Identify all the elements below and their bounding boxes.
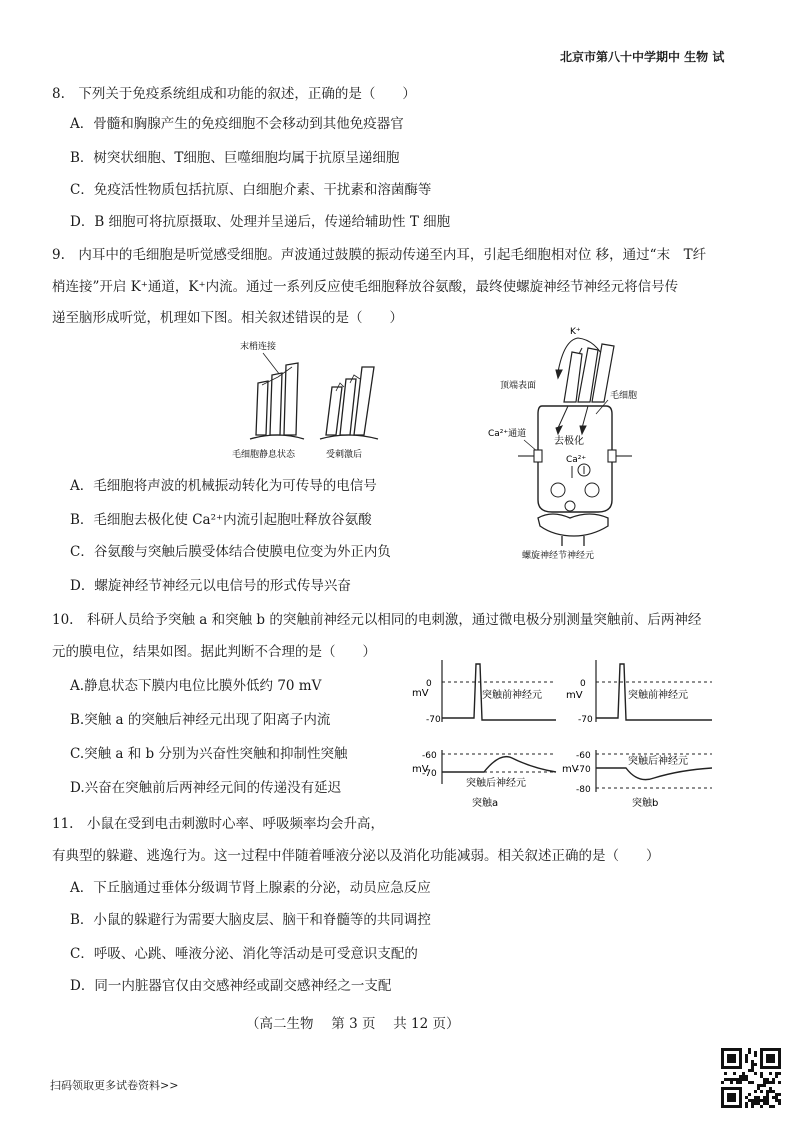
question-9-stem-line1: 9. 内耳中的毛细胞是听觉感受细胞。声波通过鼓膜的振动传递至内耳，引起毛细胞相对位 移，通过“末 T纤 (52, 247, 707, 263)
question-8-option-d: D．B 细胞可将抗原摄取、处理并呈递后，传递给辅助性 T 细胞 (70, 214, 451, 230)
spiral-ganglion-neuron-terminal (538, 514, 608, 536)
question-9-option-d: D．螺旋神经节神经元以电信号的形式传导兴奋 (70, 578, 351, 594)
synapse-b-post-label: 突触后神经元 (628, 756, 688, 767)
question-11-option-a: A．下丘脑通过垂体分级调节肾上腺素的分泌，动员应急反应 (70, 880, 431, 896)
question-11-option-c: C．呼吸、心跳、唾液分泌、消化等活动是可受意识支配的 (70, 946, 418, 962)
ca-ion-label: Ca²⁺ (566, 455, 587, 465)
synapse-a-postsynaptic-trace (442, 757, 556, 772)
question-10-option-d: D.兴奋在突触前后两神经元间的传递没有延迟 (70, 780, 342, 796)
depolarization-label: 去极化 (554, 436, 584, 447)
synapse-a-post-tick-m70: -70 (422, 769, 437, 779)
question-8-option-a: A．骨髓和胸腺产生的免疫细胞不会移动到其他免疫器官 (70, 116, 404, 132)
synapse-a-pre-unit: mV (412, 688, 429, 699)
question-11-stem-line2: 有典型的躲避、逃逸行为。这一过程中伴随着唾液分泌以及消化功能减弱。相关叙述正确的是（ ） (52, 848, 660, 864)
resting-bundle (250, 363, 304, 439)
stimulated-state-caption: 受刺激后 (326, 450, 363, 460)
vesicle-signal (572, 464, 590, 478)
k-ion-paths (556, 406, 588, 434)
synaptic-vesicles (551, 483, 599, 511)
synapse-b-pre-tick-m70: -70 (578, 715, 593, 725)
question-9-option-a: A．毛细胞将声波的机械振动转化为可传导的电信号 (70, 478, 377, 494)
synapse-b-figure (562, 654, 722, 814)
synapse-b-pre-tick-0: 0 (580, 679, 586, 689)
apical-surface-label: 顶端表面 (500, 381, 537, 391)
question-8-stem: 8. 下列关于免疫系统组成和功能的叙述，正确的是（ ） (52, 86, 416, 102)
tip-link-label: 末梢连接 (240, 342, 277, 352)
question-11-option-b: B．小鼠的躲避行为需要大脑皮层、脑干和脊髓等的共同调控 (70, 912, 431, 928)
question-9-stem-line3: 递至脑形成听觉，机理如下图。相关叙述错误的是（ ） (52, 310, 403, 326)
hair-cell-mechanism-figure (478, 322, 658, 562)
k-ion-label-top: K⁺ (570, 327, 581, 337)
spiral-ganglion-neuron-label: 螺旋神经节神经元 (522, 551, 595, 561)
synapse-b-postsynaptic-trace (596, 768, 712, 780)
synapse-a-pre-tick-0: 0 (426, 679, 432, 689)
synapse-a-post-tick-m60: -60 (422, 751, 437, 761)
question-10-stem-line2: 元的膜电位，结果如图。据此判断不合理的是（ ） (52, 644, 376, 660)
hair-cell-label: 毛细胞 (610, 391, 638, 401)
question-10-option-b: B.突触 a 的突触后神经元出现了阳离子内流 (70, 712, 331, 728)
synapse-a-figure (404, 654, 584, 814)
question-11-stem-line1: 11. 小鼠在受到电击刺激时心率、呼吸频率均会升高， (52, 816, 384, 832)
synapse-b-caption: 突触b (632, 798, 659, 809)
question-9-stem-line2: 梢连接”开启 K⁺通道，K⁺内流。通过一系列反应使毛细胞释放谷氨酸，最终使螺旋神经节神经元将信号传 (52, 279, 679, 295)
question-9-option-c: C．谷氨酸与突触后膜受体结合使膜电位变为外正内负 (70, 544, 391, 560)
qr-code[interactable] (721, 1048, 781, 1108)
question-10-option-c: C.突触 a 和 b 分别为兴奋性突触和抑制性突触 (70, 746, 348, 762)
page-header: 北京市第八十中学期中 生物 试 (560, 50, 725, 64)
question-10-stem-line1: 10. 科研人员给予突触 a 和突触 b 的突触前神经元以相同的电刺激，通过微电极分别测量突触前、后两神经 (52, 612, 702, 628)
synapse-b-pre-unit: mV (566, 690, 583, 701)
scan-prompt-text: 扫码领取更多试卷资料>> (50, 1079, 179, 1092)
question-9-option-b: B．毛细胞去极化使 Ca²⁺内流引起胞吐释放谷氨酸 (70, 512, 372, 528)
question-8-option-c: C．免疫活性物质包括抗原、白细胞介素、干扰素和溶菌酶等 (70, 182, 432, 198)
stereocilia (564, 344, 614, 402)
synapse-a-post-unit: mV (412, 764, 429, 775)
synapse-b-pre-label: 突触前神经元 (628, 690, 688, 701)
synapse-b-post-tick-m70: -70 (576, 765, 591, 775)
synapse-a-post-label: 突触后神经元 (466, 778, 526, 789)
question-8-option-b: B．树突状细胞、T细胞、巨噬细胞均属于抗原呈递细胞 (70, 150, 400, 166)
synapse-a-pre-label: 突触前神经元 (482, 690, 542, 701)
synapse-a-caption: 突触a (472, 798, 499, 809)
hair-cell-bundle-figure (228, 335, 388, 465)
question-10-option-a: A.静息状态下膜内电位比膜外低约 70 mV (70, 678, 322, 694)
synapse-b-post-unit: mV (562, 764, 579, 775)
page-footer: （高二生物 第 3 页 共 12 页） (246, 1016, 460, 1032)
resting-state-caption: 毛细胞静息状态 (232, 450, 296, 460)
stimulated-bundle (320, 367, 378, 439)
synapse-b-post-tick-m60: -60 (576, 751, 591, 761)
question-11-option-d: D．同一内脏器官仅由交感神经或副交感神经之一支配 (70, 978, 392, 994)
synapse-a-pre-tick-m70: -70 (426, 715, 441, 725)
ca-channel-label: Ca²⁺通道 (488, 429, 527, 439)
synapse-b-post-tick-m80: -80 (576, 785, 591, 795)
